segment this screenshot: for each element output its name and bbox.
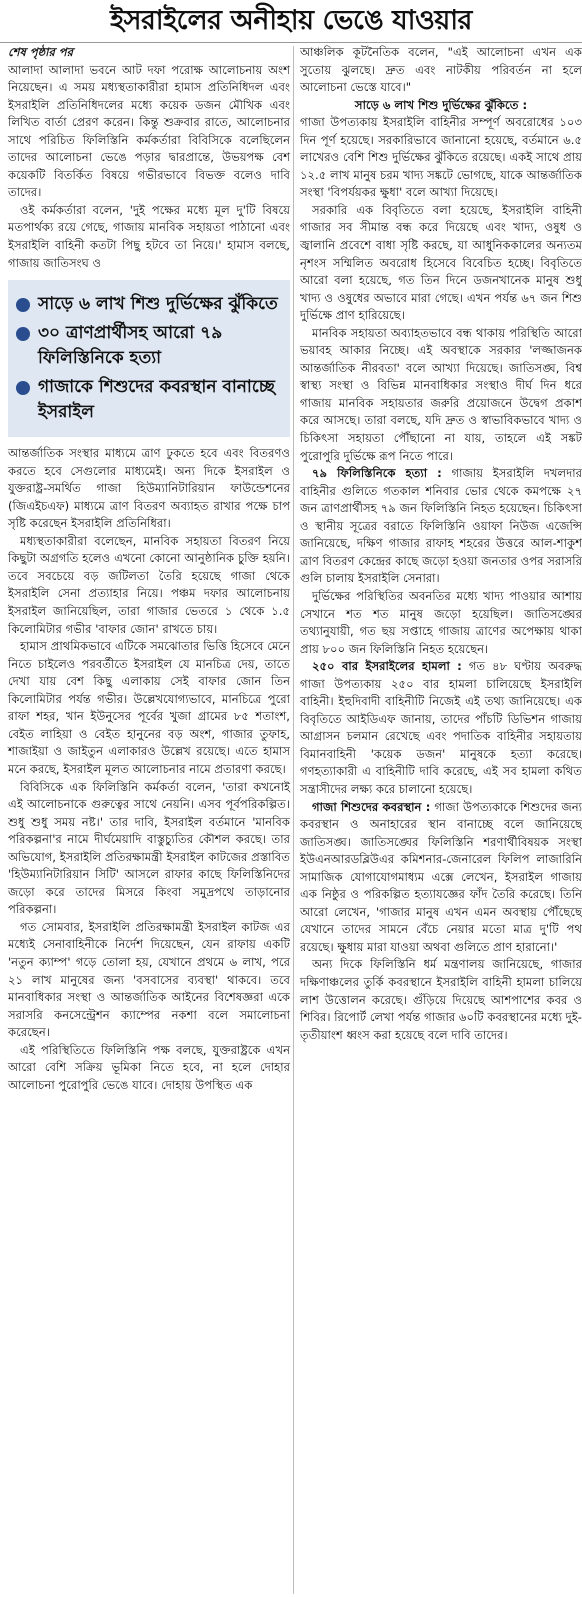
headline: ইসরাইলের অনীহায় ভেঙে যাওয়ার: [0, 0, 582, 43]
runin-heading: ২৫০ বার ইসরাইলের হামলা :: [312, 659, 462, 674]
left-column: [8, 44, 290, 1094]
highlight-item: [16, 321, 284, 371]
article-paragraph: [300, 465, 582, 588]
article-paragraph: [300, 658, 582, 798]
byline: শেষ পৃষ্ঠার পর: [8, 45, 73, 59]
article-text: গত ৪৮ ঘণ্টায় অবরুদ্ধ গাজা উপত্যকায় ২৫০ বার হামলা চালিয়েছে ইসরাইলি বাহিনী। ইহুদিবাদী বাহিনীটি নিজেই এই তথ্য জানিয়েছে। এক বিবৃতিতে আইডিএফ জানায়, তাদের পাঁচটি ডিভিশন গাজায় আগ্রাসন চলমান রেখেছে এবং পদাতিক বাহিনীর সহায়তায় বিমানবাহিনী 'কয়েক ডজন' মানুষকে হত্যা করেছে। গণহত্যাকারী এ বাহিনীটি দাবি করেছে, এই সব হামলা কথিত সন্ত্রাসীদের লক্ষ্য করে চালানো হয়েছে।: [300, 659, 582, 796]
article-paragraph: আঞ্চলিক কূটনৈতিক বলেন, "এই আলোচনা এখন এক সুতোয় ঝুলছে। দ্রুত এবং নাটকীয় পরিবর্তন না হলে আলোচনা ভেস্তে যাবে।": [300, 45, 582, 95]
article-paragraph: আন্তর্জাতিক সংস্থার মাধ্যমে ত্রাণ ঢুকতে হবে এবং বিতরণও করতে হবে সেগুলোর মাধ্যমেই। অন্য দিকে ইসরাইল ও যুক্তরাষ্ট্র-সমর্থিত গাজা হিউম্যানিটারিয়ান ফাউন্ডেশনের (জিএইচএফ) মাধ্যমে ত্রাণ বিতরণ অব্যাহত রাখার পক্ষে চাপ সৃষ্টি করেছেন ইসরাইলি প্রতিনিধিরা।: [8, 446, 290, 531]
article-paragraph: গাজা উপত্যকায় ইসরাইলি বাহিনীর সম্পূর্ণ অবরোধের ১০৩ দিন পূর্ণ হয়েছে। সরকারিভাবে জানানো হয়েছে, বর্তমানে ৬.৫ লাখেরও বেশি শিশু দুর্ভিক্ষের ঝুঁকিতে রয়েছে। একই সাথে প্রায় ১২.৫ লাখ মানুষ চরম খাদ্য সঙ্কটে ভোগছে, যাকে আন্তর্জাতিক সংস্থা 'বিপর্যয়কর ক্ষুধা' বলে আখ্যা দিয়েছে।: [300, 115, 582, 200]
highlight-text: ৩০ ত্রাণপ্রার্থীসহ আরো ৭৯ ফিলিস্তিনিকে হত্যা: [38, 323, 223, 369]
byline-paragraph: [8, 44, 290, 202]
article-paragraph: মানবিক সহায়তা অব্যাহতভাবে বন্ধ থাকায় পরিস্থিতি আরো ভয়াবহ আকার নিচ্ছে। এই অবস্থাকে সরকার 'লজ্জাজনক আন্তর্জাতিক নীরবতা' বলে আখ্যা দিয়েছে। জাতিসঙ্ঘ, বিশ্ব স্বাস্থ্য সংস্থা ও বিভিন্ন মানবাধিকার সংস্থাও দীর্ঘ দিন ধরে গাজায় মানবিক সহায়তার জরুরি প্রয়োজনে উদ্বেগ প্রকাশ করে আসছে। তারা বলছে, যদি দ্রুত ও স্বাভাবিকভাবে খাদ্য ও চিকিৎসা সহায়তা পৌঁছানো না যায়, তাহলে এই সঙ্কট পুরোপুরি দুর্ভিক্ষে রূপ নিতে পারে।: [300, 325, 582, 463]
article-paragraph: সরকারি এক বিবৃতিতে বলা হয়েছে, ইসরাইলি বাহিনী গাজার সব সীমান্ত বন্ধ করে দিয়েছে এবং খাদ্য, ওষুধ ও জ্বালানি প্রবেশে বাধা সৃষ্টি করছে, যা আধুনিককালের অন্যতম নৃশংস সম্মিলিত অবরোধ হিসেবে বিবেচিত হচ্ছে। বিবৃতিতে আরো বলা হয়েছে, গত তিন দিনে ডজনখানেক মানুষ শুধু খাদ্য ও ওষুধের অভাবে মারা গেছে। এখন পর্যন্ত ৬৭ জন শিশু দুর্ভিক্ষে প্রাণ হারিয়েছে।: [300, 202, 582, 323]
column-divider: [293, 46, 294, 1594]
article-paragraph: ওই কর্মকর্তারা বলেন, 'দুই পক্ষের মধ্যে মূল দু'টি বিষয়ে মতপার্থক্য রয়ে গেছে, গাজায় মানবিক সহায়তা পাঠানো এবং ইসরাইলি বাহিনী কতটা পিছু হটবে তা নিয়ে।' হামাস বলছে, গাজায় জাতিসংঘ ও: [8, 202, 290, 270]
article-text: গাজা উপত্যকাকে শিশুদের জন্য কবরস্থান ও অনাহারের স্থান বানাচ্ছে বলে জানিয়েছে জাতিসঙ্ঘ। জাতিসঙ্ঘের ফিলিস্তিনি শরণার্থীবিষয়ক সংস্থা ইউএনআরডব্লিউএর কমিশনার-জেনারেল ফিলিপ লাজারিনি সামাজিক যোগাযোগমাধ্যম এক্সে লেখেন, ইসরাইল গাজায় এক নিষ্ঠুর ও পরিকল্পিত হত্যাযজ্ঞের ফাঁদ তৈরি করেছে। তিনি আরো লেখেন, 'গাজার মানুষ এখন এমন অবস্থায় পৌঁছেছে যেখানে তাদের সামনে বেঁচে নেয়ার মতো মাত্র দু'টি পথ রয়েছে। ক্ষুধায় মারা যাওয়া অথবা গুলিতে প্রাণ হারানো।': [300, 799, 582, 954]
right-column: [300, 44, 582, 1044]
runin-heading: গাজা শিশুদের কবরস্থান :: [312, 799, 431, 814]
article-paragraph: বিবিসিকে এক ফিলিস্তিনি কর্মকর্তা বলেন, 'তারা কখনোই এই আলোচনাকে গুরুত্বের সাথে নেয়নি। এসব পূর্বপরিকল্পিত। শুধু শুধু সময় নষ্ট।' তার দাবি, ইসরাইল বর্তমানে 'মানবিক পরিকল্পনা'র নামে দীর্ঘমেয়াদি বাস্তুচ্যুতির কৌশল করছে। তার অভিযোগ, ইসরাইলি প্রতিরক্ষামন্ত্রী ইসরাইল কাটজের প্রস্তাবিত 'হিউম্যানিটারিয়ান সিটি' আসলে রাফার কাছে ফিলিস্তিনিদের জড়ো করে তাদের মিসরে কিংবা সমুদ্রপথে তাড়ানোর পরিকল্পনা।: [8, 779, 290, 917]
bullet-icon: [16, 298, 30, 312]
article-paragraph: দুর্ভিক্ষের পরিস্থিতির অবনতির মধ্যে খাদ্য পাওয়ার আশায় সেখানে শত শত মানুষ জড়ো হয়েছিল। জাতিসঙ্ঘের তথ্যানুযায়ী, গত ছয় সপ্তাহে গাজায় ত্রাণের অপেক্ষায় থাকা প্রায় ৮০০ জন ফিলিস্তিনি নিহত হয়েছেন।: [300, 588, 582, 656]
highlight-item: [16, 375, 284, 425]
article-paragraph: গত সোমবার, ইসরাইলি প্রতিরক্ষামন্ত্রী ইসরাইল কাটজ এর মধ্যেই সেনাবাহিনীকে নির্দেশ দিয়েছেন, যেন রাফায় একটি 'নতুন ক্যাম্প' গড়ে তোলা হয়, যেখানে প্রথমে ৬ লাখ, পরে ২১ লাখ মানুষের জন্য 'বসবাসের ব্যবস্থা' থাকবে। তবে মানবাধিকার সংস্থা ও আন্তর্জাতিক আইনের বিশেষজ্ঞরা একে সরাসরি কনসেন্ট্রেশন ক্যাম্পের নকশা বলে সমালোচনা করেছেন।: [8, 919, 290, 1040]
article-paragraph: অন্য দিকে ফিলিস্তিনি ধর্ম মন্ত্রণালয় জানিয়েছে, গাজার দক্ষিণাঞ্চলের তুর্কি কবরস্থানে ইসরাইলি বাহিনী হামলা চালিয়ে লাশ উত্তোলন করেছে। গুঁড়িয়ে দিয়েছে আশপাশের কবর ও শিবির। রিপোর্ট লেখা পর্যন্ত গাজার ৬০টি কবরস্থানের মধ্যে দুই-তৃতীয়াংশ ধ্বংস করা হয়েছে বলে দাবি তাদের।: [300, 957, 582, 1042]
runin-heading: ৭৯ ফিলিস্তিনিকে হত্যা :: [312, 466, 442, 481]
article-paragraph: [300, 799, 582, 957]
article-text: আলাদা আলাদা ভবনে আট দফা পরোক্ষ আলোচনায় অংশ নিয়েছেন। এ সময় মধ্যস্থতাকারীরা হামাস প্রতিনিধিদল এবং ইসরাইলি প্রতিনিধিদলের মধ্যে কয়েক ডজন মৌখিক এবং লিখিত বার্তা প্রেরণ করেন। কিন্তু শুক্রবার রাতে, আলোচনার সাথে পরিচিত ফিলিস্তিনি কর্মকর্তারা বিবিসিকে বলেছিলেন তাদের আলোচনা ভেঙে পড়ার দ্বারপ্রান্তে, উভয়পক্ষ বেশ কয়েকটি বিতর্কিত বিষয়ে গভীরভাবে বিভক্ত বলেও দাবি তাদের।: [8, 62, 290, 200]
bullet-icon: [16, 381, 30, 395]
article-paragraph: এই পরিস্থিতিতে ফিলিস্তিনি পক্ষ বলছে, যুক্তরাষ্ট্রকে এখন আরো বেশি সক্রিয় ভূমিকা নিতে হবে, না হলে দোহার আলোচনা পুরোপুরি ভেঙে যাবে। দোহায় উপস্থিত এক: [8, 1042, 290, 1092]
subheading: সাড়ে ৬ লাখ শিশু দুর্ভিক্ষের ঝুঁকিতে :: [354, 97, 528, 112]
highlight-text: গাজাকে শিশুদের কবরস্থান বানাচ্ছে ইসরাইল: [38, 377, 275, 423]
highlight-box: [8, 280, 290, 437]
highlight-text: সাড়ে ৬ লাখ শিশু দুর্ভিক্ষের ঝুঁকিতে: [38, 294, 278, 315]
article-paragraph: হামাস প্রাথমিকভাবে এটিকে সমঝোতার ভিত্তি হিসেবে মেনে নিতে চাইলেও পরবর্তীতে ইসরাইল যে মানচিত্র দেয়, তাতে দেখা যায় বেশ কিছু এলাকায় সেই বাফার জোন তিন কিলোমিটার পর্যন্ত গভীর। উল্লেখযোগ্যভাবে, মানচিত্রে পুরো রাফা শহর, খান ইউনুসের পূর্বের খুজা গ্রামের ৮৫ শতাংশ, বেইত লাহিয়া ও বেইত হানুনের বড় অংশ, গাজার তুফাহ, শাজাইয়া ও জাইতুন এলাকারও উল্লেখ রয়েছে। এতে হামাস মনে করছে, ইসরাইল মূলত আলোচনার নামে প্রতারণা করছে।: [8, 639, 290, 776]
highlight-item: [16, 292, 284, 317]
bullet-icon: [16, 327, 30, 341]
article-text: গাজায় ইসরাইলি দখলদার বাহিনীর গুলিতে গতকাল শনিবার ভোর থেকে কমপক্ষে ২৭ জন ত্রাণপ্রার্থীসহ ৭৯ জন ফিলিস্তিনি নিহত হয়েছেন। চিকিৎসা ও স্থানীয় সূত্রের বরাতে ফিলিস্তিনি ওয়াফা নিউজ এজেন্সি জানিয়েছে, দক্ষিণ গাজার রাফাহ শহরের উত্তরে আল-শাকুশ ত্রাণ বিতরণ কেন্দ্রের কাছে জড়ো হওয়া জনতার ওপর সরাসরি গুলি চালায় ইসরাইলি সেনারা।: [300, 466, 582, 586]
article-paragraph: মধ্যস্থতাকারীরা বলেছেন, মানবিক সহায়তা বিতরণ নিয়ে কিছুটা অগ্রগতি হলেও এখনো কোনো আনুষ্ঠানিক চুক্তি হয়নি। তবে সবচেয়ে বড় জটিলতা তৈরি হয়েছে গাজা থেকে ইসরাইলি সেনা প্রত্যাহার নিয়ে। পঞ্চম দফার আলোচনায় ইসরাইল জানিয়েছিল, তারা গাজার ভেতরে ১ থেকে ১.৫ কিলোমিটার গভীর 'বাফার জোন' রাখতে চায়।: [8, 533, 290, 636]
